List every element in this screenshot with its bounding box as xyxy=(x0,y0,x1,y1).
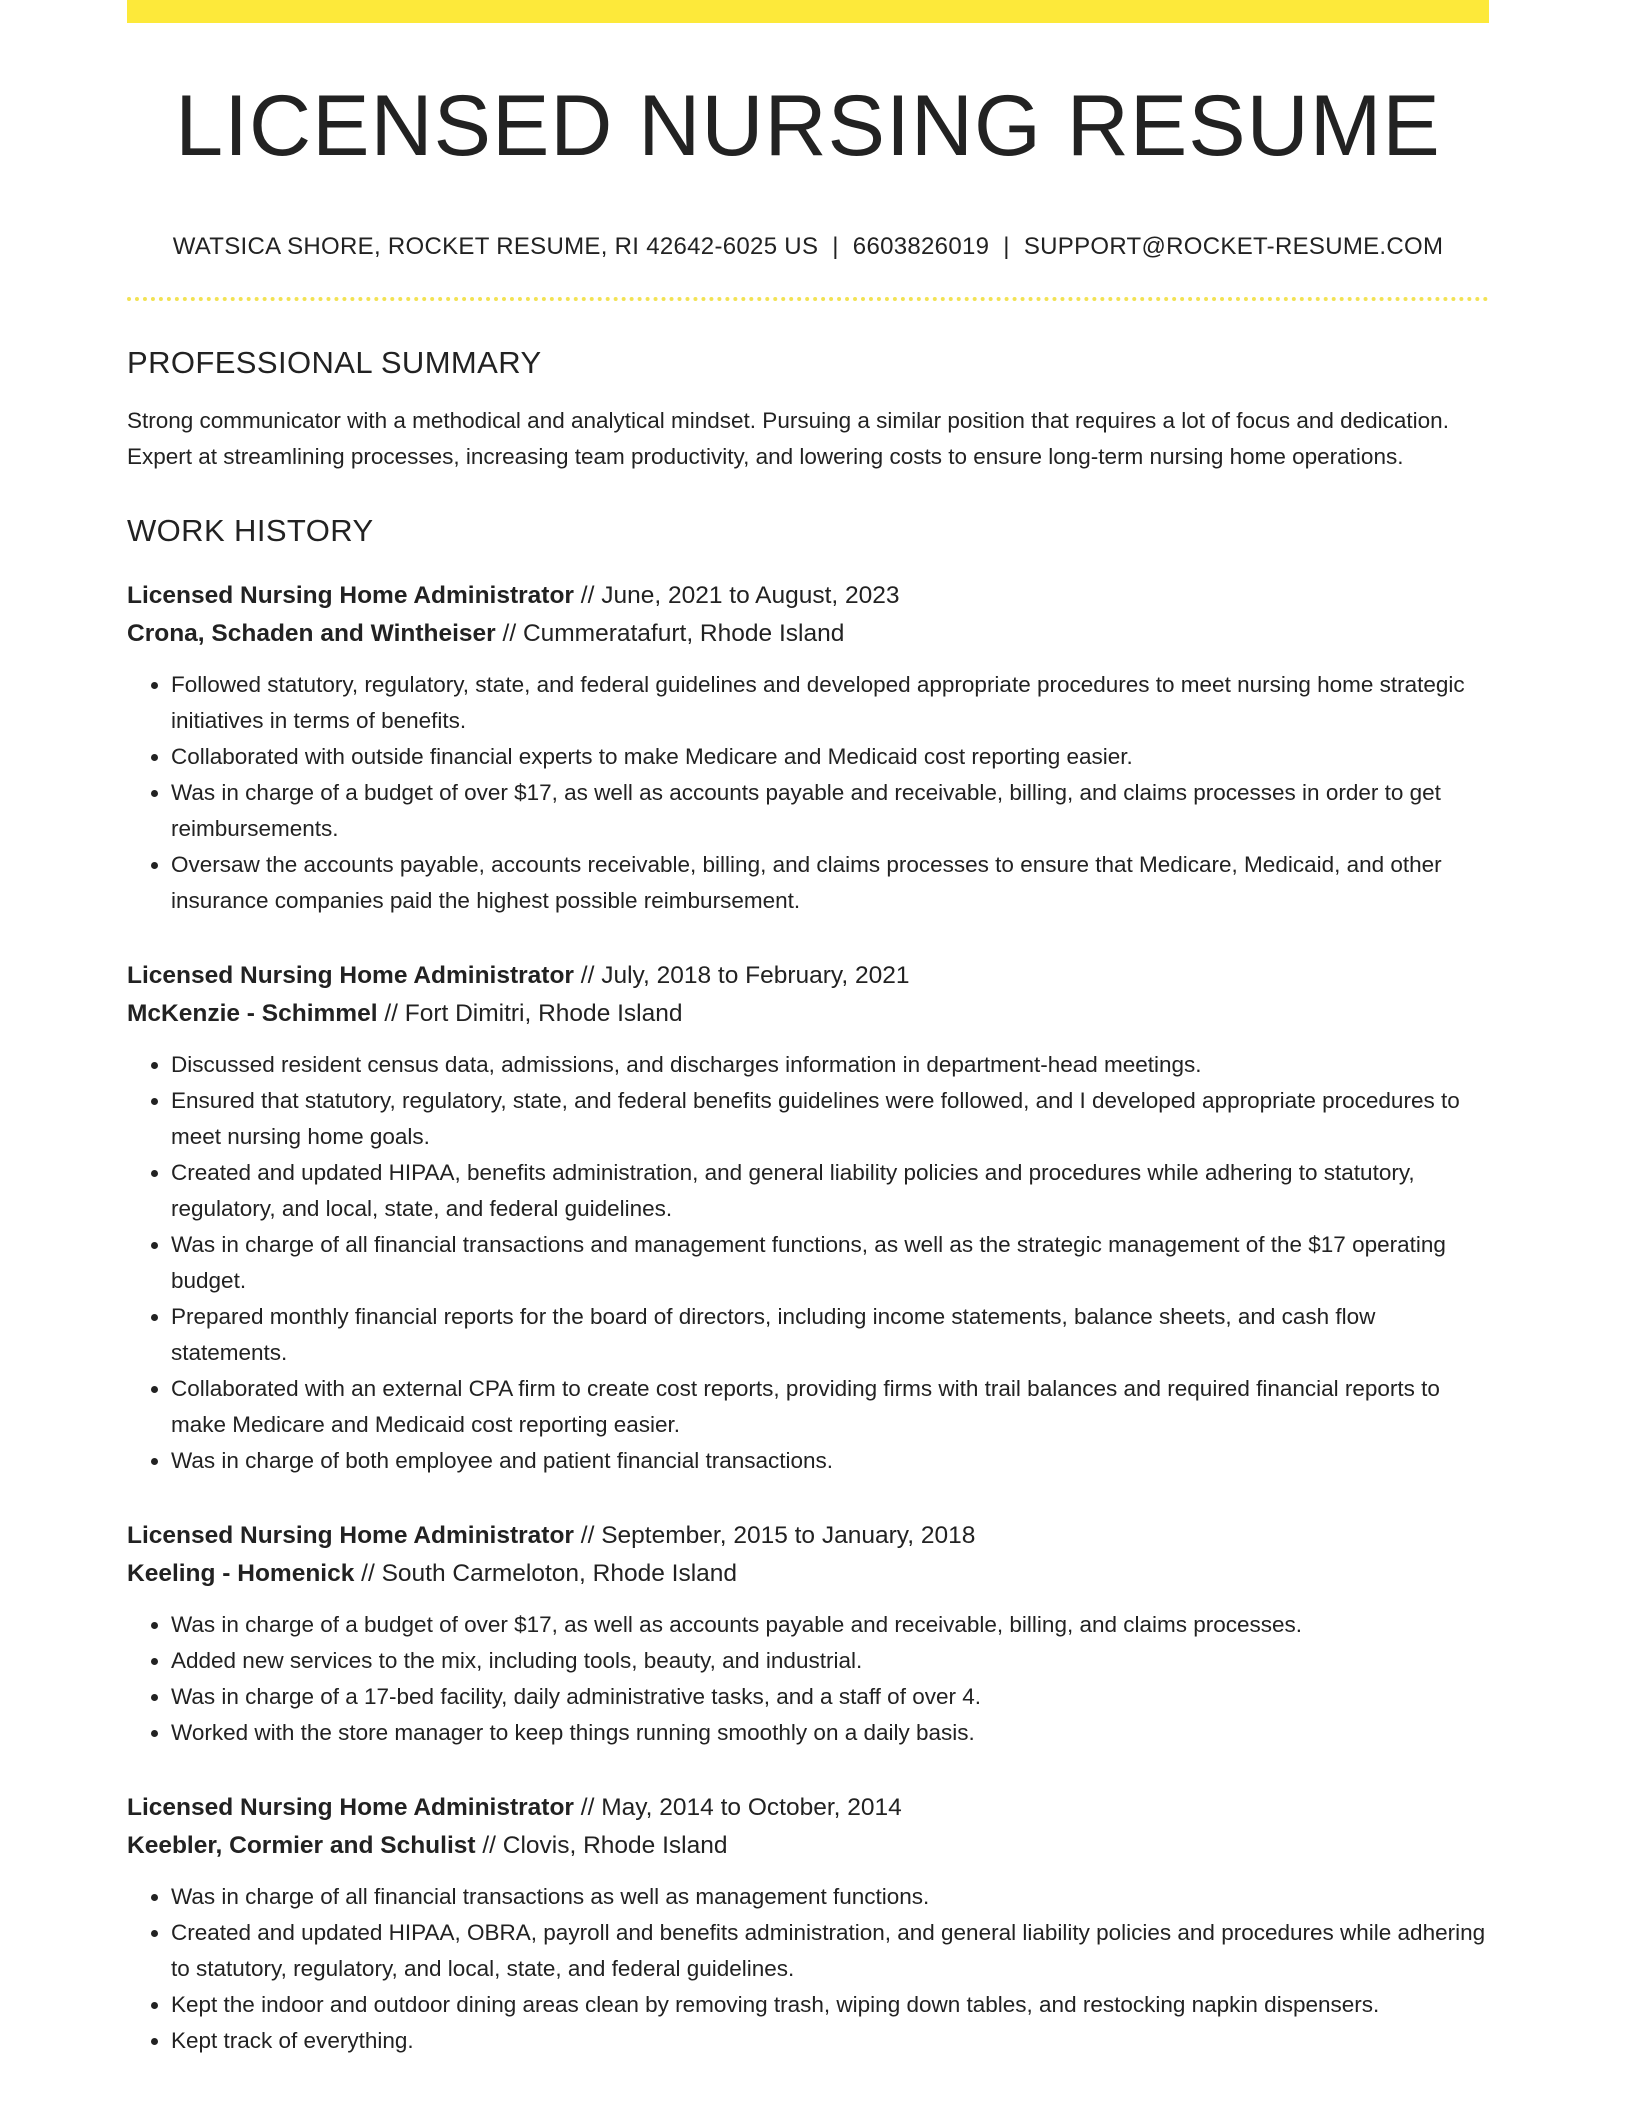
job-title-line xyxy=(127,577,1489,615)
job-title: Licensed Nursing Home Administrator xyxy=(127,1794,574,1821)
list-item: • Followed statutory, regulatory, state, and federal guidelines and developed appropriate procedures to meet nursing home strategic initiatives in terms of benefits. xyxy=(171,667,1489,739)
list-item: • Prepared monthly financial reports for the board of directors, including income statements, balance sheets, and cash flow statements. xyxy=(171,1299,1489,1371)
job-bullets xyxy=(127,1047,1489,1479)
job-title-line xyxy=(127,1517,1489,1555)
job-company-line xyxy=(127,1555,1489,1593)
address: WATSICA SHORE, ROCKET RESUME, RI 42642-6025 US xyxy=(172,233,819,260)
job-title: Licensed Nursing Home Administrator xyxy=(127,1522,574,1549)
job-entry xyxy=(127,577,1489,919)
summary-text: Strong communicator with a methodical and analytical mindset. Pursuing a similar position that requires a lot of focus and dedication. Expert at streamlining processes, increasing team productivity, and lowering costs to ensure long-term nursing home operations. xyxy=(127,408,1449,469)
job-bullets xyxy=(127,1879,1489,2059)
list-item: • Kept track of everything. xyxy=(171,2023,1489,2059)
resume-page xyxy=(127,0,1489,2059)
job-dates: // May, 2014 to October, 2014 xyxy=(573,1794,902,1821)
job-title: Licensed Nursing Home Administrator xyxy=(127,582,574,609)
job-location: // South Carmeloton, Rhode Island xyxy=(354,1560,738,1587)
list-item: • Was in charge of all financial transactions and management functions, as well as the strategic management of the $17 operating budget. xyxy=(171,1227,1489,1299)
job-company-line xyxy=(127,1827,1489,1865)
list-item: • Oversaw the accounts payable, accounts receivable, billing, and claims processes to ensure that Medicare, Medicaid, and other insurance companies paid the highest possible reimbursement. xyxy=(171,847,1489,919)
job-dates: // June, 2021 to August, 2023 xyxy=(573,582,900,609)
list-item: • Created and updated HIPAA, OBRA, payroll and benefits administration, and general liability policies and procedures while adhering to statutory, regulatory, and local, state, and federal guidelines. xyxy=(171,1915,1489,1987)
job-entry xyxy=(127,1517,1489,1751)
job-company: Crona, Schaden and Wintheiser xyxy=(127,620,496,647)
list-item: • Was in charge of a budget of over $17, as well as accounts payable and receivable, billing, and claims processes in order to get reimbursements. xyxy=(171,775,1489,847)
list-item: • Added new services to the mix, including tools, beauty, and industrial. xyxy=(171,1643,1489,1679)
job-location: // Clovis, Rhode Island xyxy=(475,1832,728,1859)
job-title-line xyxy=(127,957,1489,995)
job-title: Licensed Nursing Home Administrator xyxy=(127,962,574,989)
contact-line xyxy=(127,233,1489,261)
dotted-divider xyxy=(127,297,1489,301)
job-company: Keeling - Homenick xyxy=(127,1560,355,1587)
job-bullets xyxy=(127,1607,1489,1751)
job-company-line xyxy=(127,995,1489,1033)
list-item: • Was in charge of all financial transactions as well as management functions. xyxy=(171,1879,1489,1915)
job-location: // Cummeratafurt, Rhode Island xyxy=(495,620,845,647)
contact-separator: | xyxy=(1003,233,1010,260)
list-item: • Collaborated with an external CPA firm to create cost reports, providing firms with trail balances and required financial reports to make Medicare and Medicaid cost reporting easier. xyxy=(171,1371,1489,1443)
job-dates: // July, 2018 to February, 2021 xyxy=(573,962,910,989)
job-company-line xyxy=(127,615,1489,653)
job-location: // Fort Dimitri, Rhode Island xyxy=(377,1000,683,1027)
job-company: Keebler, Cormier and Schulist xyxy=(127,1832,476,1859)
job-entry xyxy=(127,1789,1489,2059)
list-item: • Was in charge of both employee and patient financial transactions. xyxy=(171,1443,1489,1479)
contact-separator: | xyxy=(832,233,839,260)
list-item: • Discussed resident census data, admissions, and discharges information in department-head meetings. xyxy=(171,1047,1489,1083)
job-title-line xyxy=(127,1789,1489,1827)
job-dates: // September, 2015 to January, 2018 xyxy=(573,1522,976,1549)
work-history-list xyxy=(127,577,1489,2059)
list-item: • Worked with the store manager to keep things running smoothly on a daily basis. xyxy=(171,1715,1489,1751)
list-item: • Was in charge of a 17-bed facility, daily administrative tasks, and a staff of over 4. xyxy=(171,1679,1489,1715)
accent-bar xyxy=(127,0,1489,23)
list-item: • Created and updated HIPAA, benefits administration, and general liability policies and procedures while adhering to statutory, regulatory, and local, state, and federal guidelines. xyxy=(171,1155,1489,1227)
phone: 6603826019 xyxy=(852,233,990,260)
email: SUPPORT@ROCKET-RESUME.COM xyxy=(1023,233,1444,260)
work-history-heading: WORK HISTORY xyxy=(127,513,374,548)
resume-title: LICENSED NURSING RESUME xyxy=(175,78,1441,174)
list-item: • Collaborated with outside financial experts to make Medicare and Medicaid cost reporting easier. xyxy=(171,739,1489,775)
list-item: • Was in charge of a budget of over $17, as well as accounts payable and receivable, billing, and claims processes. xyxy=(171,1607,1489,1643)
summary-heading: PROFESSIONAL SUMMARY xyxy=(127,345,542,380)
job-company: McKenzie - Schimmel xyxy=(127,1000,378,1027)
list-item: • Ensured that statutory, regulatory, state, and federal benefits guidelines were followed, and I developed appropriate procedures to meet nursing home goals. xyxy=(171,1083,1489,1155)
job-entry xyxy=(127,957,1489,1479)
list-item: • Kept the indoor and outdoor dining areas clean by removing trash, wiping down tables, and restocking napkin dispensers. xyxy=(171,1987,1489,2023)
job-bullets xyxy=(127,667,1489,919)
